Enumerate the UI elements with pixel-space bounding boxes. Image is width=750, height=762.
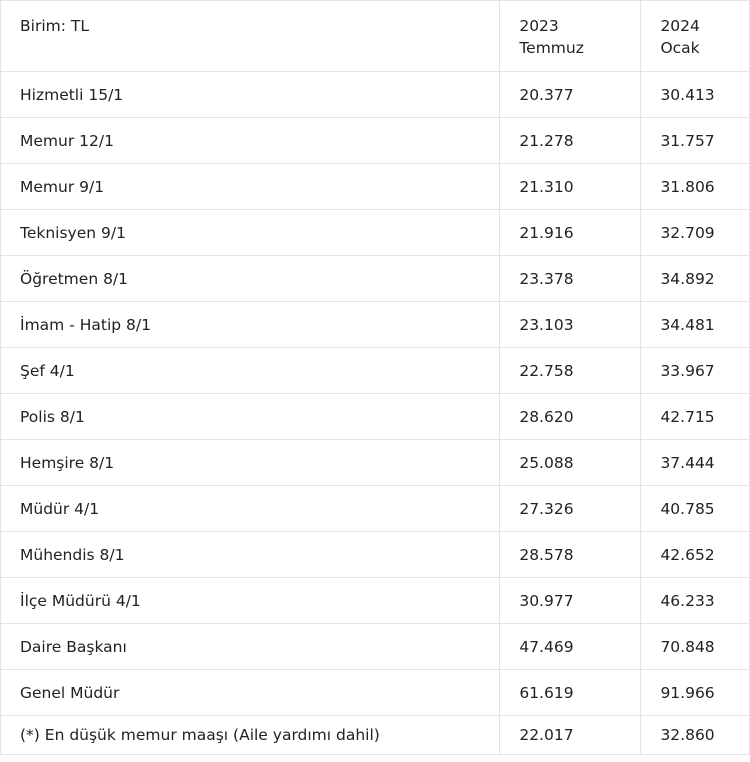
table-row bbox=[1, 164, 750, 210]
position-title-cell: Öğretmen 8/1 bbox=[1, 256, 500, 302]
position-title-cell: İmam - Hatip 8/1 bbox=[1, 302, 500, 348]
table-row bbox=[1, 716, 750, 755]
salary-2023-cell: 30.977 bbox=[500, 578, 641, 624]
position-title-cell: Memur 12/1 bbox=[1, 118, 500, 164]
salary-2023-cell: 27.326 bbox=[500, 486, 641, 532]
column-header-2023-year: 2023 bbox=[519, 17, 559, 35]
salary-2024-cell: 31.757 bbox=[641, 118, 750, 164]
table-row bbox=[1, 302, 750, 348]
column-header-2024-year: 2024 bbox=[660, 17, 700, 35]
salary-2024-cell: 32.709 bbox=[641, 210, 750, 256]
salary-2024-cell: 34.892 bbox=[641, 256, 750, 302]
salary-2024-cell: 31.806 bbox=[641, 164, 750, 210]
salary-2023-cell: 28.578 bbox=[500, 532, 641, 578]
salary-2023-cell: 47.469 bbox=[500, 624, 641, 670]
column-header-2023 bbox=[500, 1, 641, 72]
position-title-cell: Müdür 4/1 bbox=[1, 486, 500, 532]
table-row bbox=[1, 210, 750, 256]
position-title-cell: Mühendis 8/1 bbox=[1, 532, 500, 578]
position-title-cell: Şef 4/1 bbox=[1, 348, 500, 394]
column-header-2023-month: Temmuz bbox=[519, 39, 584, 57]
salary-2024-cell: 30.413 bbox=[641, 72, 750, 118]
salary-2024-cell: 46.233 bbox=[641, 578, 750, 624]
salary-2023-cell: 21.278 bbox=[500, 118, 641, 164]
table-row bbox=[1, 578, 750, 624]
column-header-2024 bbox=[641, 1, 750, 72]
salary-2024-cell: 33.967 bbox=[641, 348, 750, 394]
salary-2023-cell: 61.619 bbox=[500, 670, 641, 716]
salary-2023-cell: 25.088 bbox=[500, 440, 641, 486]
position-title-cell: Polis 8/1 bbox=[1, 394, 500, 440]
salary-2024-cell: 70.848 bbox=[641, 624, 750, 670]
position-title-cell: Hemşire 8/1 bbox=[1, 440, 500, 486]
position-title-cell: (*) En düşük memur maaşı (Aile yardımı dahil) bbox=[1, 716, 500, 755]
position-title-cell: Genel Müdür bbox=[1, 670, 500, 716]
salary-2024-cell: 34.481 bbox=[641, 302, 750, 348]
table-row bbox=[1, 394, 750, 440]
salary-2023-cell: 22.758 bbox=[500, 348, 641, 394]
salary-2023-cell: 21.916 bbox=[500, 210, 641, 256]
position-title-cell: Teknisyen 9/1 bbox=[1, 210, 500, 256]
salary-2024-cell: 91.966 bbox=[641, 670, 750, 716]
salary-2024-cell: 42.652 bbox=[641, 532, 750, 578]
salary-2023-cell: 23.103 bbox=[500, 302, 641, 348]
position-title-cell: Daire Başkanı bbox=[1, 624, 500, 670]
table-row bbox=[1, 624, 750, 670]
salary-2023-cell: 20.377 bbox=[500, 72, 641, 118]
salary-2023-cell: 21.310 bbox=[500, 164, 641, 210]
table-row bbox=[1, 532, 750, 578]
salary-2023-cell: 22.017 bbox=[500, 716, 641, 755]
salary-2024-cell: 32.860 bbox=[641, 716, 750, 755]
position-title-cell: Memur 9/1 bbox=[1, 164, 500, 210]
column-header-2024-month: Ocak bbox=[660, 39, 700, 57]
salary-2024-cell: 37.444 bbox=[641, 440, 750, 486]
table-row bbox=[1, 256, 750, 302]
table-row bbox=[1, 670, 750, 716]
unit-header: Birim: TL bbox=[1, 1, 500, 72]
table-header-row bbox=[1, 1, 750, 72]
table-row bbox=[1, 348, 750, 394]
table-row bbox=[1, 440, 750, 486]
position-title-cell: İlçe Müdürü 4/1 bbox=[1, 578, 500, 624]
salary-2024-cell: 40.785 bbox=[641, 486, 750, 532]
table-row bbox=[1, 118, 750, 164]
salary-2023-cell: 28.620 bbox=[500, 394, 641, 440]
position-title-cell: Hizmetli 15/1 bbox=[1, 72, 500, 118]
salary-2023-cell: 23.378 bbox=[500, 256, 641, 302]
table-row bbox=[1, 486, 750, 532]
salary-2024-cell: 42.715 bbox=[641, 394, 750, 440]
table-row bbox=[1, 72, 750, 118]
